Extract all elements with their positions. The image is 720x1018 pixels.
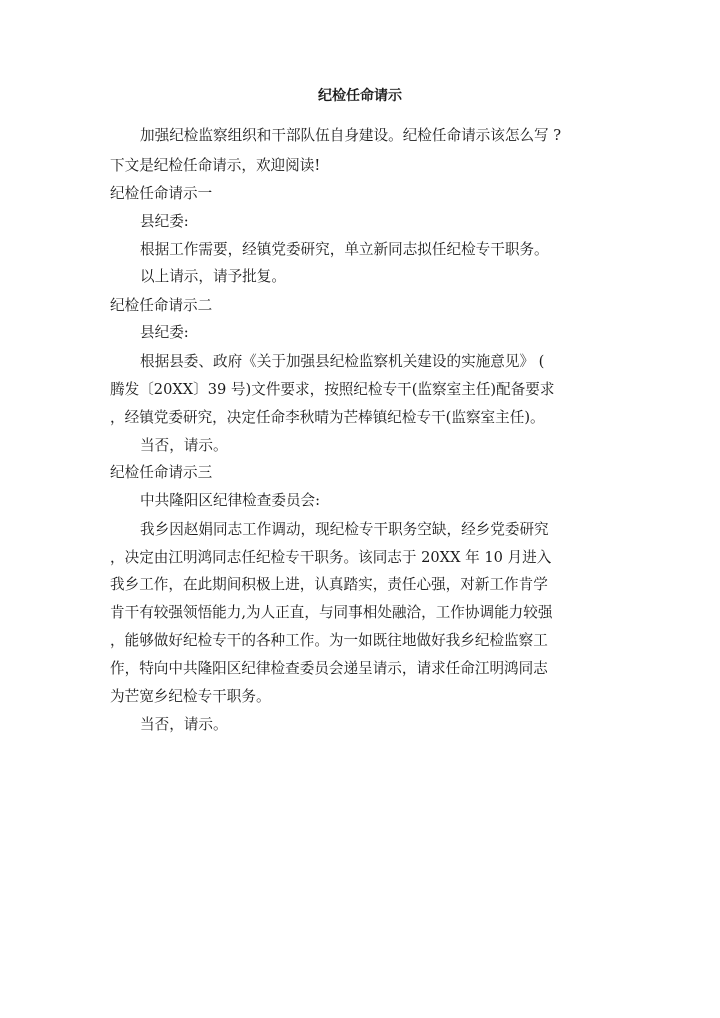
section-2-closing: 当否，请示。: [140, 437, 228, 454]
section-3-body-line: 我乡因赵娟同志工作调动，现纪检专干职务空缺，经乡党委研究: [140, 521, 549, 538]
intro-line-1: 加强纪检监察组织和干部队伍自身建设。纪检任命请示该怎么写 ?: [140, 127, 562, 144]
section-3-body-line: 为芒宽乡纪检专干职务。: [110, 688, 271, 705]
section-2-body-line: ，经镇党委研究，决定任命李秋晴为芒棒镇纪检专干(监察室主任)。: [110, 409, 545, 426]
intro-line-2: 下文是纪检任命请示，欢迎阅读!: [110, 157, 321, 174]
section-2-body-line: 腾发〔20XX〕39 号)文件要求，按照纪检专干(监察室主任)配备要求: [110, 381, 555, 398]
section-3-closing: 当否，请示。: [140, 716, 228, 733]
section-2-addressee: 县纪委:: [140, 324, 189, 341]
section-1-heading: 纪检任命请示一: [110, 185, 213, 202]
section-3-body-line: 我乡工作，在此期间积极上进，认真踏实，责任心强，对新工作肯学: [110, 576, 548, 593]
section-3-body-line: 肯干有较强领悟能力,为人正直，与同事相处融洽，工作协调能力较强: [110, 604, 553, 621]
section-3-addressee: 中共隆阳区纪律检查委员会:: [140, 492, 321, 509]
section-2-body-line: 根据县委、政府《关于加强县纪检监察机关建设的实施意见》 (: [140, 353, 545, 370]
section-3-heading: 纪检任命请示三: [110, 464, 213, 481]
section-3-body-line: ，能够做好纪检专干的各种工作。为一如既往地做好我乡纪检监察工: [110, 632, 548, 649]
document-title: 纪检任命请示: [318, 88, 402, 104]
section-2-heading: 纪检任命请示二: [110, 297, 213, 314]
section-1-body-line: 以上请示，请予批复。: [140, 268, 286, 285]
section-1-addressee: 县纪委:: [140, 213, 189, 230]
section-3-body-line: ，决定由江明鸿同志任纪检专干职务。该同志于 20XX 年 10 月进入: [110, 549, 552, 566]
section-3-body-line: 作，特向中共隆阳区纪律检查委员会递呈请示，请求任命江明鸿同志: [110, 660, 548, 677]
section-1-body-line: 根据工作需要，经镇党委研究，单立新同志拟任纪检专干职务。: [140, 241, 549, 258]
